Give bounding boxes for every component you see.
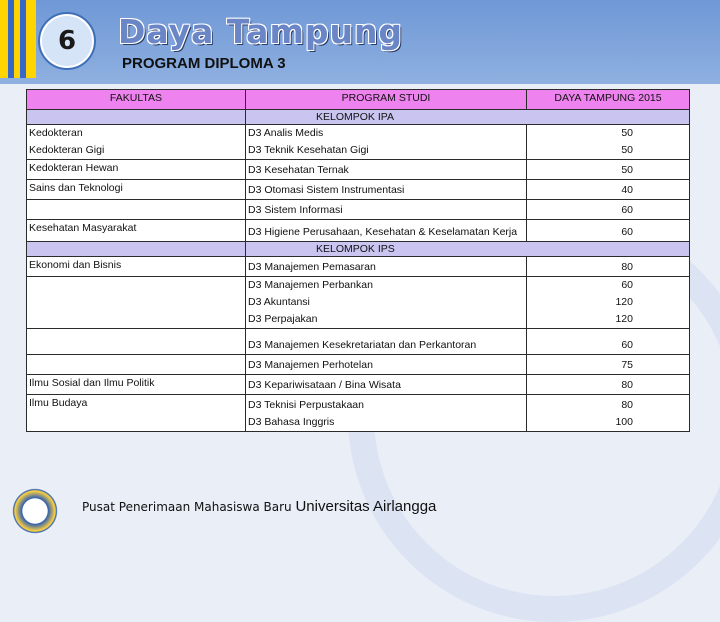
capacity-cell: 60 120 120 — [527, 277, 690, 329]
column-header-faculty: FAKULTAS — [27, 90, 246, 110]
group-label-ips: KELOMPOK IPS — [246, 242, 690, 257]
table-row — [27, 355, 690, 375]
program-cell: D3 Manajemen Perbankan D3 Akuntansi D3 Perpajakan — [246, 277, 527, 329]
capacity-cell: 60 — [527, 200, 690, 220]
faculty-cell: Ekonomi dan Bisnis — [27, 257, 246, 277]
group-row-ipa — [27, 110, 690, 125]
capacity-cell: 50 50 — [527, 125, 690, 160]
program-cell: D3 Manajemen Pemasaran — [246, 257, 527, 277]
group-label-ipa: KELOMPOK IPA — [246, 110, 690, 125]
faculty-cell: Ilmu Budaya — [27, 395, 246, 432]
slide-number-badge — [38, 12, 96, 70]
capacity-cell: 80 100 — [527, 395, 690, 432]
table-row — [27, 329, 690, 355]
faculty-cell — [27, 277, 246, 329]
header-stripes — [0, 0, 36, 78]
capacity-cell: 60 — [527, 329, 690, 355]
faculty-cell: Kesehatan Masyarakat — [27, 220, 246, 242]
table-row — [27, 375, 690, 395]
faculty-cell: Kedokteran Kedokteran Gigi — [27, 125, 246, 160]
page-subtitle: PROGRAM DIPLOMA 3 — [122, 55, 286, 72]
capacity-table — [26, 89, 690, 432]
program-cell: D3 Kesehatan Ternak — [246, 160, 527, 180]
faculty-cell: Kedokteran Hewan — [27, 160, 246, 180]
table-row — [27, 160, 690, 180]
university-logo — [12, 488, 58, 534]
capacity-cell: 60 — [527, 220, 690, 242]
program-cell: D3 Kepariwisataan / Bina Wisata — [246, 375, 527, 395]
column-header-program: PROGRAM STUDI — [246, 90, 527, 110]
capacity-cell: 40 — [527, 180, 690, 200]
table-header-row — [27, 90, 690, 110]
program-cell: D3 Teknisi Perpustakaan D3 Bahasa Inggris — [246, 395, 527, 432]
capacity-cell: 80 — [527, 375, 690, 395]
group-row-ips — [27, 242, 690, 257]
table-row — [27, 257, 690, 277]
table-row — [27, 220, 690, 242]
footer — [82, 498, 436, 515]
table-row — [27, 395, 690, 432]
program-cell: D3 Higiene Perusahaan, Kesehatan & Keselamatan Kerja — [246, 220, 527, 242]
slide-number: 6 — [57, 26, 77, 56]
capacity-cell: 80 — [527, 257, 690, 277]
table-row — [27, 125, 690, 160]
footer-text: Pusat Penerimaan Mahasiswa Baru — [82, 500, 292, 514]
program-cell: D3 Otomasi Sistem Instrumentasi — [246, 180, 527, 200]
program-cell: D3 Manajemen Kesekretariatan dan Perkantoran — [246, 329, 527, 355]
capacity-cell: 75 — [527, 355, 690, 375]
capacity-cell: 50 — [527, 160, 690, 180]
table-row — [27, 277, 690, 329]
page-title: Daya Tampung — [118, 12, 404, 51]
program-cell: D3 Analis Medis D3 Teknik Kesehatan Gigi — [246, 125, 527, 160]
faculty-cell — [27, 329, 246, 355]
faculty-cell — [27, 355, 246, 375]
faculty-cell: Sains dan Teknologi — [27, 180, 246, 200]
footer-university: Universitas Airlangga — [295, 498, 437, 515]
table-row — [27, 180, 690, 200]
program-cell: D3 Manajemen Perhotelan — [246, 355, 527, 375]
column-header-capacity: DAYA TAMPUNG 2015 — [527, 90, 690, 110]
faculty-cell — [27, 200, 246, 220]
table-row — [27, 200, 690, 220]
faculty-cell: Ilmu Sosial dan Ilmu Politik — [27, 375, 246, 395]
program-cell: D3 Sistem Informasi — [246, 200, 527, 220]
